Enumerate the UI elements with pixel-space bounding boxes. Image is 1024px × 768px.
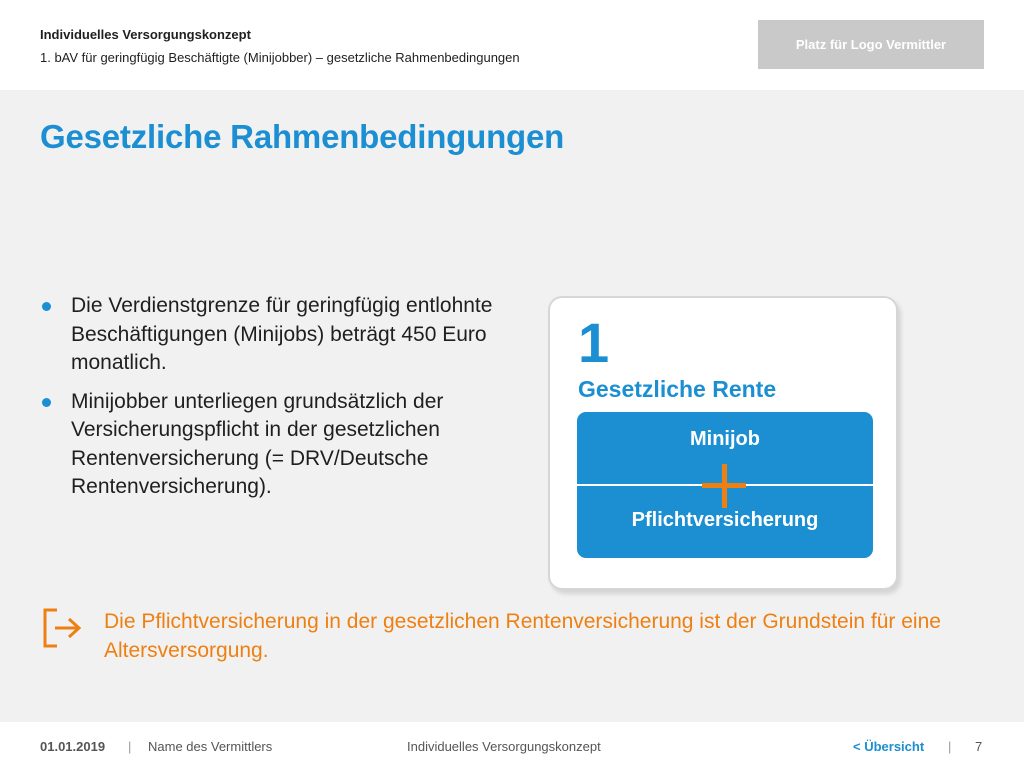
footer-date: 01.01.2019 <box>40 739 106 754</box>
card-number: 1 <box>578 311 610 374</box>
logo-placeholder: Platz für Logo Vermittler <box>758 20 984 69</box>
page-title: Gesetzliche Rahmenbedingungen <box>40 118 565 155</box>
bullet-text: Die Verdienstgrenze für geringfügig entlohnte Beschäftigungen (Minijobs) beträgt 450 Euro monatlich. <box>71 294 493 374</box>
overview-link[interactable]: < Übersicht <box>853 739 925 754</box>
bullet-list <box>40 292 520 512</box>
bullet-item <box>40 292 520 378</box>
arrow-right-box-icon <box>41 606 85 650</box>
header-subtitle: 1. bAV für geringfügig Beschäftigte (Minijobber) – gesetzliche Rahmenbedingungen <box>40 50 520 65</box>
footer-concept: Individuelles Versorgungskonzept <box>407 739 601 754</box>
slide-header <box>0 0 1024 90</box>
block-top-text: Minijob <box>690 428 760 450</box>
block-bottom-text: Pflichtversicherung <box>631 509 819 531</box>
pension-card <box>548 296 898 590</box>
card-block <box>577 412 873 558</box>
footer-advisor-name: Name des Vermittlers <box>148 739 273 754</box>
footer-separator: | <box>128 739 132 754</box>
bullet-text: Minijobber unterliegen grundsätzlich der Versicherungspflicht in der gesetzlichen Rentenversicherung (= DRV/Deutsche Rentenversicherung). <box>71 389 444 498</box>
card-label: Gesetzliche Rente <box>578 376 777 402</box>
conclusion-text: Die Pflichtversicherung in der gesetzlichen Rentenversicherung ist der Grundstein für eine Altersversorgung. <box>104 610 941 662</box>
header-title: Individuelles Versorgungskonzept <box>40 27 251 42</box>
bullet-dot-icon <box>42 398 51 407</box>
plus-icon <box>702 464 746 508</box>
footer-separator: | <box>948 739 952 754</box>
slide-footer <box>0 722 1024 768</box>
bullet-dot-icon <box>42 302 51 311</box>
page-number: 7 <box>975 739 983 754</box>
bullet-item <box>40 388 520 502</box>
